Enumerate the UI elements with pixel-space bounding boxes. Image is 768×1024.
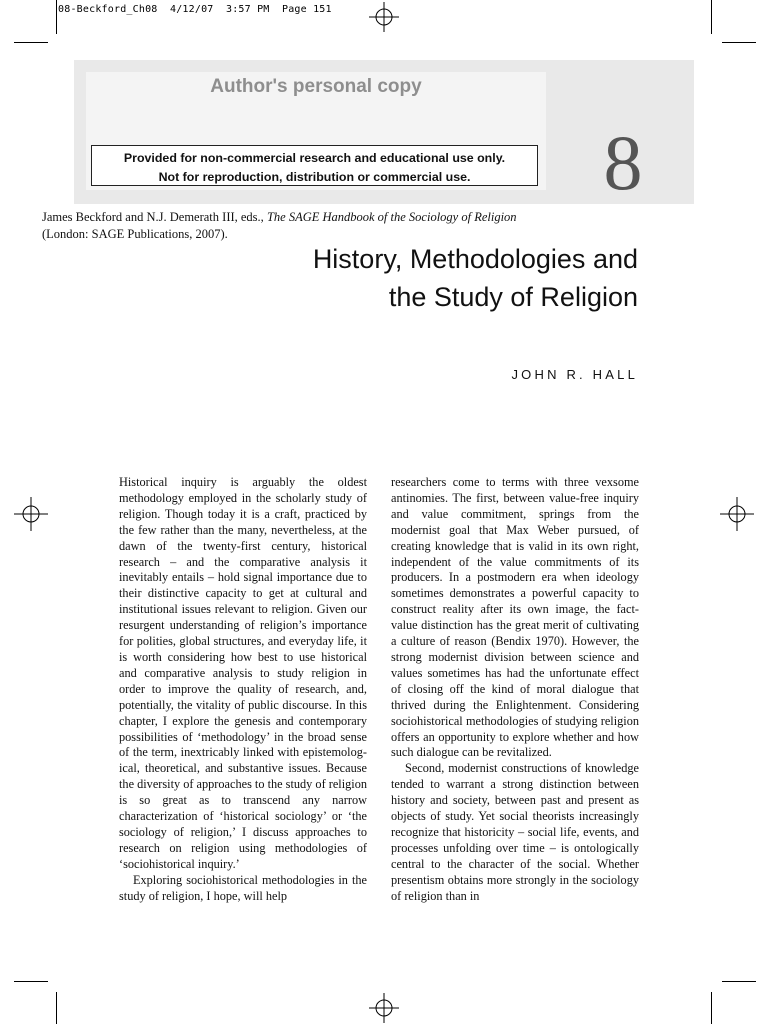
body-column-left xyxy=(119,475,367,904)
chapter-title xyxy=(218,240,638,316)
crop-mark-bottom-right-v xyxy=(711,992,712,1024)
chapter-title-line1: History, Methodologies and xyxy=(312,244,638,274)
chapter-title-line2: the Study of Religion xyxy=(388,282,638,312)
crop-mark-top-right-v xyxy=(711,0,712,34)
usage-notice-line2: Not for reproduction, distribution or commercial use. xyxy=(158,170,471,184)
registration-mark-top-icon xyxy=(369,2,399,32)
usage-notice-line1: Provided for non-commercial research and educational use only. xyxy=(123,151,506,165)
crop-mark-bottom-left-v xyxy=(56,992,57,1024)
registration-mark-right-icon xyxy=(720,497,754,531)
citation-publisher: (London: SAGE Publications, 2007). xyxy=(42,227,228,241)
chapter-number: 8 xyxy=(603,119,643,206)
crop-mark-bottom-left-h xyxy=(14,981,48,982)
paragraph: Historical inquiry is arguably the oldest methodology employed in the scholarly study of religion. Though today it is a craft, practiced by the few rather than the many, nevertheless, at the dawn of the twenty-first century, historical research – and the comparative analysis it inevitably entails – hold signal importance due to their distinctive capacity to get at cultural and institutional issues relevant to religion. Given our resurgent understanding of religion’s importance for polities, global structures, and everyday life, it is worth considering how best to use historical and comparative analysis to study religion in order to improve the quality of research, and, potentially, the vitality of public discourse. In this chapter, I explore the genesis and contemporary possibilities of ‘methodology’ in the broad sense of the term, inextricably linked with epistemological, theoretical, and substantive issues. Because the diversity of approaches to the study of religion is so great as to transcend any narrow characterization of ‘historical sociology’ or ‘the sociology of religion,’ I discuss approaches to research on religion using methodologies of ‘sociohistorical inquiry.’ xyxy=(119,475,367,871)
paragraph: researchers come to terms with three vexsome antinomies. The first, between value-free inquiry and value commitment, springs from the modernist goal that Max Weber pursued, of creating knowledge that is valid in its own right, independent of the value commitments of its producers. In a postmodern era when ideology sometimes demonstrates a powerful capacity to construct reality after its own image, the fact-value distinction has the great merit of cultivating a culture of reason (Bendix 1970). However, the strong modernist division between science and values sometimes has had the unfortunate effect of closing off the kind of moral dialogue that thrived during the Enlightenment. Considering sociohistorical methodologies of studying religion offers an opportunity to explore whether and how such dialogue can be revitalized. xyxy=(391,475,639,760)
usage-notice xyxy=(91,145,538,186)
registration-mark-bottom-icon xyxy=(369,993,399,1023)
crop-mark-top-left-h xyxy=(14,42,48,43)
print-slug xyxy=(58,4,332,15)
paragraph: Exploring sociohistorical methodologies in the study of religion, I hope, will help xyxy=(119,872,367,903)
slug-time: 3:57 PM xyxy=(225,4,270,15)
body-column-right xyxy=(391,475,639,904)
book-citation xyxy=(42,209,602,243)
crop-mark-bottom-right-h xyxy=(722,981,756,982)
citation-book-title: The SAGE Handbook of the Sociology of Religion xyxy=(266,210,517,224)
crop-mark-top-right-h xyxy=(722,42,756,43)
citation-editors: James Beckford and N.J. Demerath III, eds., xyxy=(42,210,267,224)
author-copy-watermark: Author's personal copy xyxy=(210,76,422,97)
crop-mark-top-left-v xyxy=(56,0,57,34)
chapter-author: JOHN R. HALL xyxy=(511,367,638,382)
paragraph: Second, modernist constructions of knowledge tended to warrant a strong distinction between history and society, between past and present as objects of study. Yet social theorists increasingly recognize that historicity – social life, events, and processes unfolding over time – is ontologically central to the character of the social. Whether presentism obtains more strongly in the sociology of religion than in xyxy=(391,761,639,903)
slug-file: 08-Beckford_Ch08 xyxy=(58,4,158,15)
slug-page: Page 151 xyxy=(281,4,332,15)
slug-date: 4/12/07 xyxy=(169,4,214,15)
registration-mark-left-icon xyxy=(14,497,48,531)
